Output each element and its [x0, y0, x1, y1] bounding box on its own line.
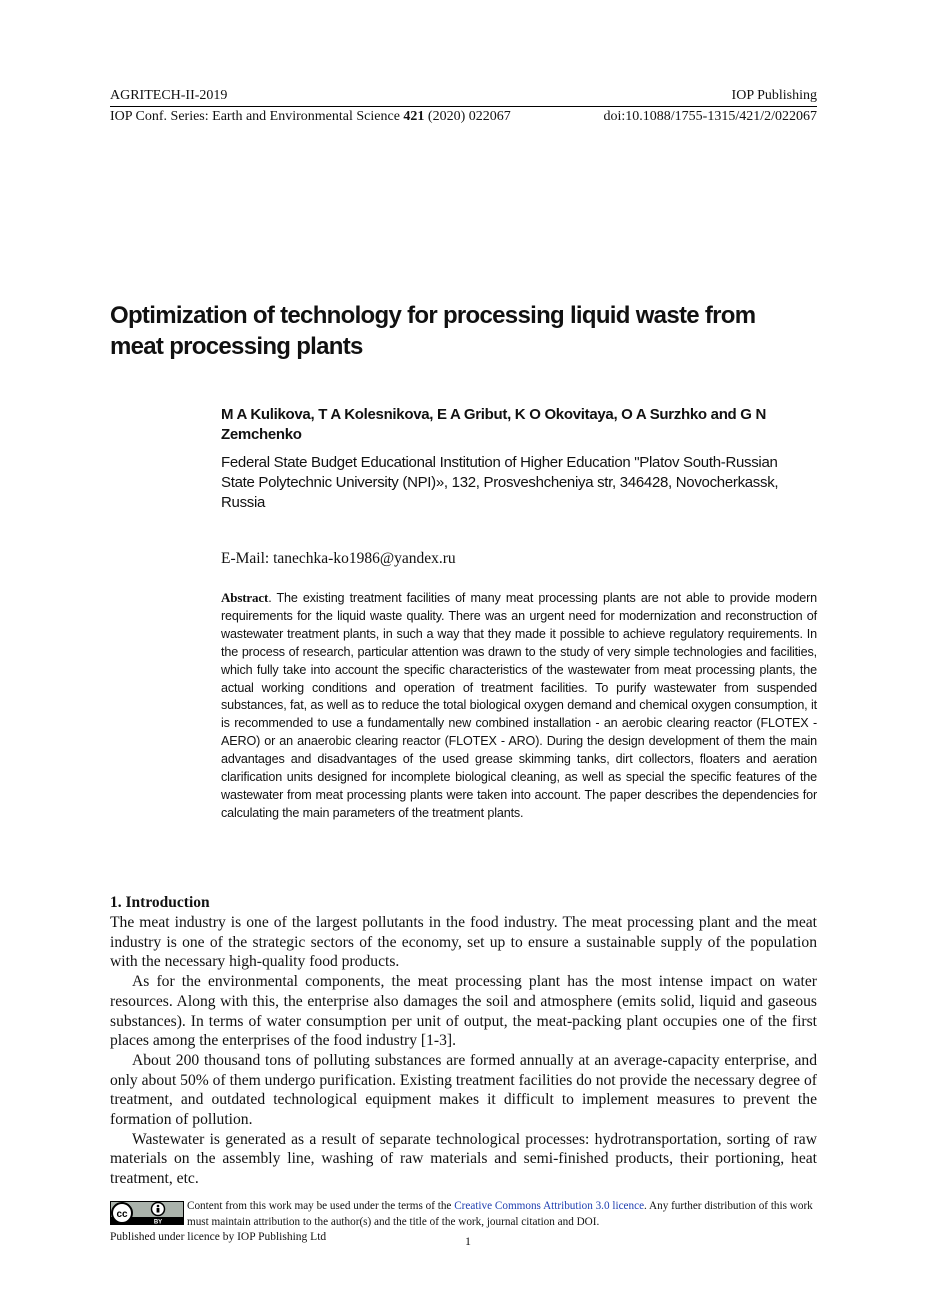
license-prefix: Content from this work may be used under the terms of the — [187, 1200, 455, 1212]
published-line: Published under licence by IOP Publishing Ltd — [110, 1231, 327, 1243]
cc-by-license-icon[interactable] — [110, 1201, 184, 1225]
page-number: 1 — [465, 1234, 471, 1248]
series-prefix: IOP Conf. Series: Earth and Environmental Science — [110, 109, 404, 124]
abstract-text: . The existing treatment facilities of many meat processing plants are not able to provide modern requirements for the liquid waste quality. There was an urgent need for modernization and reconstruction of wastewater treatment plants, in such a way that they made it possible to achieve regulatory requirements. In the process of research, particular attention was drawn to the study of very simple technologies and facilities, which fully take into account the specific characteristics of the wastewater from meat processing plants, the actual working conditions and operation of treatment facilities. To purify wastewater from suspended substances, fat, as well as to reduce the total biological oxygen demand and chemical oxygen consumption, it is recommended to use a fundamentally new combined installation - an aerobic clearing reactor (FLOTEX - AERO) or an anaerobic clearing reactor (FLOTEX - ARO). During the design development of them the main advantages and disadvantages of the used grease skimming tanks, dirt collectors, floaters and aeration clarification units designed for incomplete biological cleaning, as well as special the specific features of the wastewater from meat processing plants were taken into account. The paper describes the dependencies for calculating the main parameters of the treatment plants. — [221, 591, 817, 820]
license-note — [187, 1199, 817, 1230]
paragraph: As for the environmental components, the meat processing plant has the most intense impact on water resources. Along with this, the enterprise also damages the soil and atmosphere (emits solid, liquid and gaseous substances). In terms of water consumption per unit of output, the meat-packing plant occupies one of the first places among the enterprises of the food industry [1-3]. — [110, 973, 817, 1050]
license-suffix: . Any further distribution of this work must maintain attribution to the author(s) and the title of the work, journal citation and DOI. — [187, 1200, 813, 1228]
volume-number: 421 — [403, 109, 425, 124]
section-body — [110, 913, 817, 1189]
email-address: E-Mail: tanechka-ko1986@yandex.ru — [221, 550, 456, 567]
paper-title: Optimization of technology for processing liquid waste from meat processing plants — [110, 302, 756, 360]
abstract-label: Abstract — [221, 590, 269, 605]
series-suffix: (2020) 022067 — [424, 109, 511, 124]
header-rule — [110, 106, 817, 107]
license-link[interactable]: Creative Commons Attribution 3.0 licence — [454, 1200, 645, 1212]
section-heading: 1. Introduction — [110, 894, 210, 911]
cc-text: cc — [116, 1209, 128, 1220]
doi-text: doi:10.1088/1755-1315/421/2/022067 — [603, 109, 817, 124]
paragraph: About 200 thousand tons of polluting substances are formed annually at an average-capacity enterprise, and only about 50% of them undergo purification. Existing treatment facilities do not provide the necessary degree of treatment, and outdated technological equipment makes it difficult to implement measures to prevent the formation of pollution. — [110, 1051, 817, 1129]
running-header-bottom — [110, 109, 817, 125]
author-list: M A Kulikova, T A Kolesnikova, E A Gribut, K O Okovitaya, O A Surzhko and G N Zemchenko — [221, 406, 767, 443]
running-header-top — [110, 88, 817, 104]
paragraph: Wastewater is generated as a result of separate technological processes: hydrotransportation, sorting of raw materials on the assembly line, washing of raw materials and semi-finished products, their portioning, heat treatment, etc. — [110, 1130, 817, 1188]
conference-name: AGRITECH-II-2019 — [110, 88, 228, 103]
abstract — [221, 589, 817, 823]
by-text: BY — [153, 1219, 163, 1225]
affiliation: Federal State Budget Educational Institution of Higher Education "Platov South-Russian State Polytechnic University (NPI)», 132, Prosveshcheniya str, 346428, Novocherkassk, Russia — [221, 454, 779, 511]
publisher-name: IOP Publishing — [731, 88, 817, 103]
paragraph: The meat industry is one of the largest pollutants in the food industry. The meat processing plant and the meat industry is one of the strategic sectors of the economy, set up to ensure a sustainable supply of the population with the necessary high-quality food products. — [110, 914, 817, 971]
